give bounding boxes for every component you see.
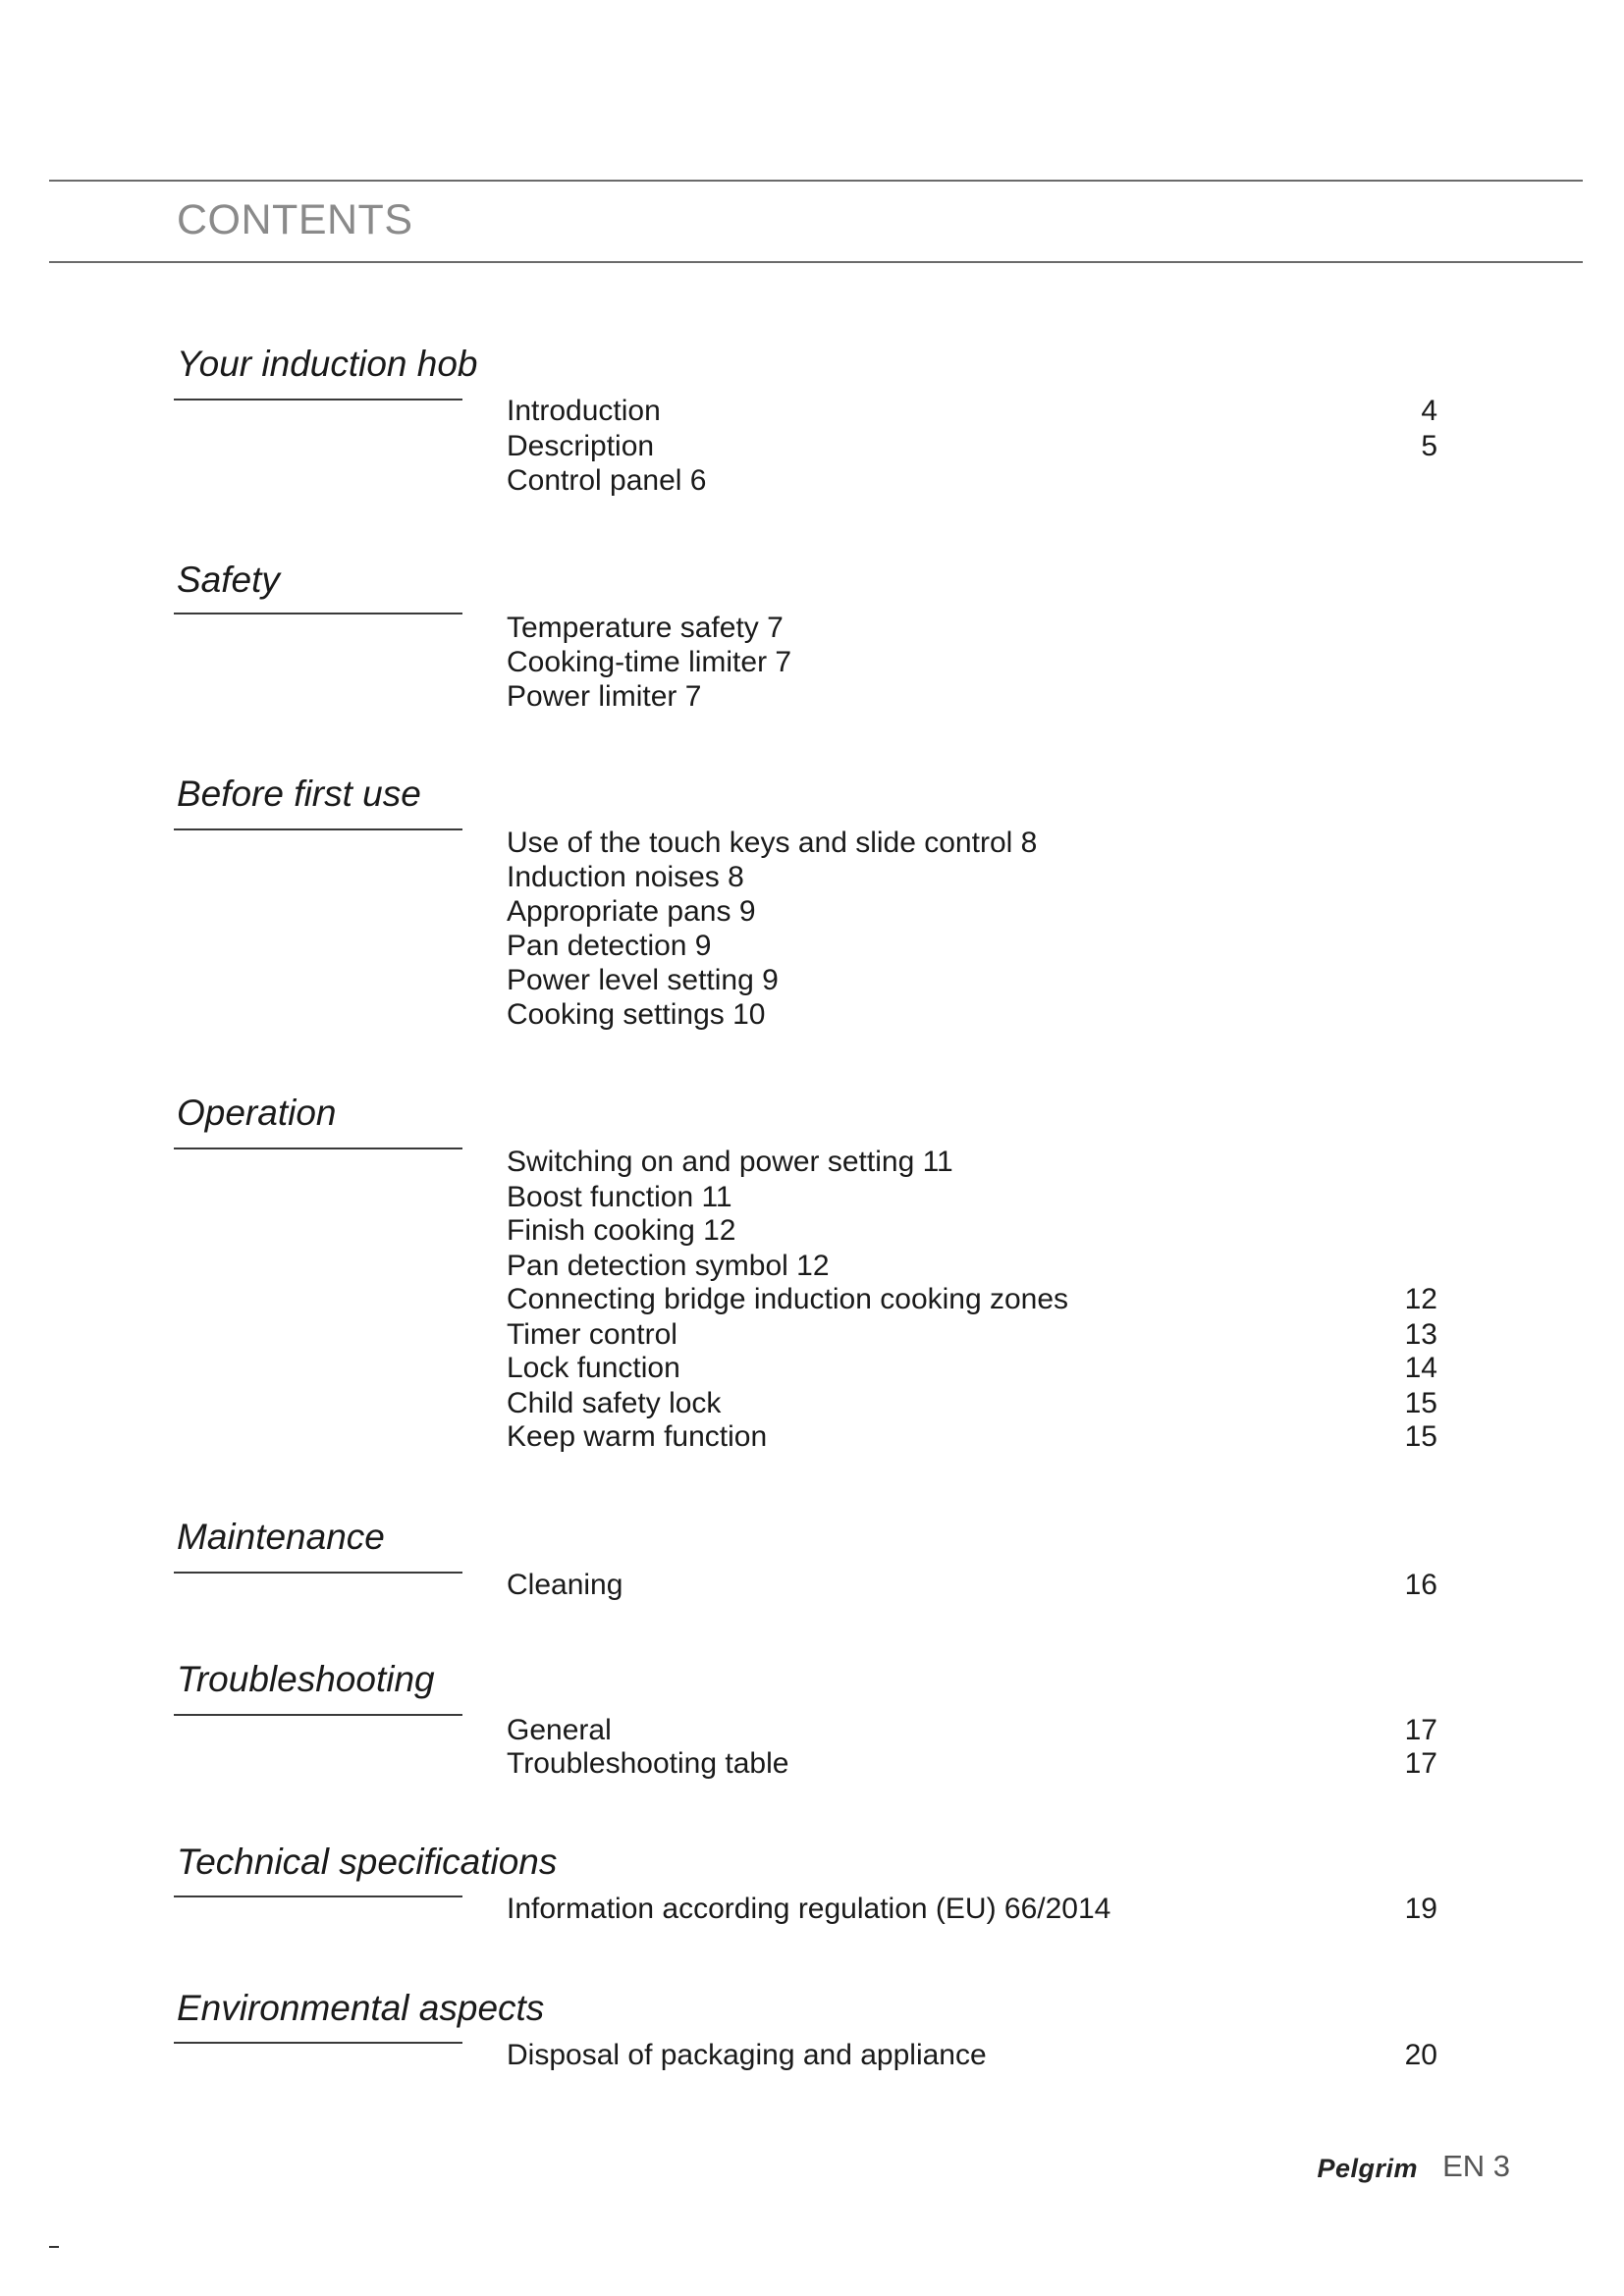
entry-title: Power limiter 7: [507, 680, 702, 713]
toc-entry[interactable]: [0, 1317, 1624, 1353]
entry-title: Control panel 6: [507, 464, 707, 497]
page-title: CONTENTS: [177, 196, 413, 243]
toc-entry[interactable]: [0, 1386, 1624, 1421]
entry-page: 15: [1404, 1420, 1437, 1453]
toc-entry[interactable]: [0, 1351, 1624, 1386]
brand-logo: Pelgrim: [1317, 2154, 1418, 2183]
entry-title: Lock function: [507, 1352, 680, 1384]
section-heading: Safety: [177, 560, 280, 600]
entry-page: 17: [1404, 1747, 1437, 1780]
entry-page: 4: [1421, 395, 1437, 427]
entry-title: Keep warm function: [507, 1420, 768, 1453]
entry-title: Finish cooking 12: [507, 1214, 736, 1247]
entry-title: Troubleshooting table: [507, 1747, 789, 1780]
entry-title: Timer control: [507, 1318, 677, 1351]
toc-entry[interactable]: [0, 1568, 1624, 1603]
entry-title: Description: [507, 430, 655, 462]
toc-entry[interactable]: [0, 963, 1624, 998]
toc-entry[interactable]: [0, 463, 1624, 499]
entry-title: Switching on and power setting 11: [507, 1146, 953, 1178]
entry-title: Introduction: [507, 395, 661, 427]
entry-page: 12: [1404, 1283, 1437, 1315]
toc-entry[interactable]: [0, 2038, 1624, 2073]
section-heading: Environmental aspects: [177, 1988, 545, 2028]
entry-title: Connecting bridge induction cooking zones: [507, 1283, 1069, 1315]
entry-title: Disposal of packaging and appliance: [507, 2039, 987, 2071]
entry-page: 14: [1404, 1352, 1437, 1384]
toc-entry[interactable]: [0, 679, 1624, 715]
toc-entry[interactable]: [0, 645, 1624, 680]
entry-title: Pan detection 9: [507, 930, 712, 962]
toc-entry[interactable]: [0, 1145, 1624, 1180]
entry-title: Cooking settings 10: [507, 998, 766, 1031]
entry-page: 13: [1404, 1318, 1437, 1351]
header-rule-top: [49, 180, 1583, 182]
toc-entry[interactable]: [0, 929, 1624, 964]
toc-entry[interactable]: [0, 894, 1624, 930]
toc-entry[interactable]: [0, 1746, 1624, 1782]
entry-title: Boost function 11: [507, 1181, 732, 1213]
entry-title: Induction noises 8: [507, 861, 744, 893]
section-heading: Before first use: [177, 774, 421, 814]
entry-title: Appropriate pans 9: [507, 895, 756, 928]
entry-title: Information according regulation (EU) 66/2014: [507, 1893, 1111, 1925]
entry-title: Child safety lock: [507, 1387, 722, 1419]
section-heading: Troubleshooting: [177, 1659, 435, 1699]
entry-page: 19: [1404, 1893, 1437, 1925]
toc-entry[interactable]: [0, 1892, 1624, 1927]
section-heading: Maintenance: [177, 1517, 385, 1557]
toc-entry[interactable]: [0, 997, 1624, 1033]
header-rule-bottom: [49, 261, 1583, 263]
toc-entry[interactable]: [0, 1180, 1624, 1215]
entry-title: Use of the touch keys and slide control 8: [507, 827, 1038, 859]
entry-page: 15: [1404, 1387, 1437, 1419]
section-heading: Operation: [177, 1093, 337, 1133]
toc-entry[interactable]: [0, 826, 1624, 861]
entry-page: 5: [1421, 430, 1437, 462]
section-heading: Technical specifications: [177, 1842, 558, 1882]
toc-entry[interactable]: [0, 394, 1624, 429]
entry-title: Power level setting 9: [507, 964, 779, 996]
section-heading: Your induction hob: [177, 344, 478, 384]
toc-entry[interactable]: [0, 1282, 1624, 1317]
toc-entry[interactable]: [0, 860, 1624, 895]
entry-page: 16: [1404, 1569, 1437, 1601]
entry-title: Cleaning: [507, 1569, 623, 1601]
toc-entry[interactable]: [0, 1249, 1624, 1284]
page-number: EN 3: [1442, 2149, 1510, 2183]
corner-mark: [49, 2246, 59, 2248]
entry-title: General: [507, 1714, 612, 1746]
toc-entry[interactable]: [0, 611, 1624, 646]
entry-page: 20: [1404, 2039, 1437, 2071]
toc-entry[interactable]: [0, 1713, 1624, 1748]
toc-entry[interactable]: [0, 1419, 1624, 1455]
entry-page: 17: [1404, 1714, 1437, 1746]
entry-title: Pan detection symbol 12: [507, 1250, 830, 1282]
toc-entry[interactable]: [0, 429, 1624, 464]
toc-entry[interactable]: [0, 1213, 1624, 1249]
entry-title: Cooking-time limiter 7: [507, 646, 792, 678]
entry-title: Temperature safety 7: [507, 612, 784, 644]
